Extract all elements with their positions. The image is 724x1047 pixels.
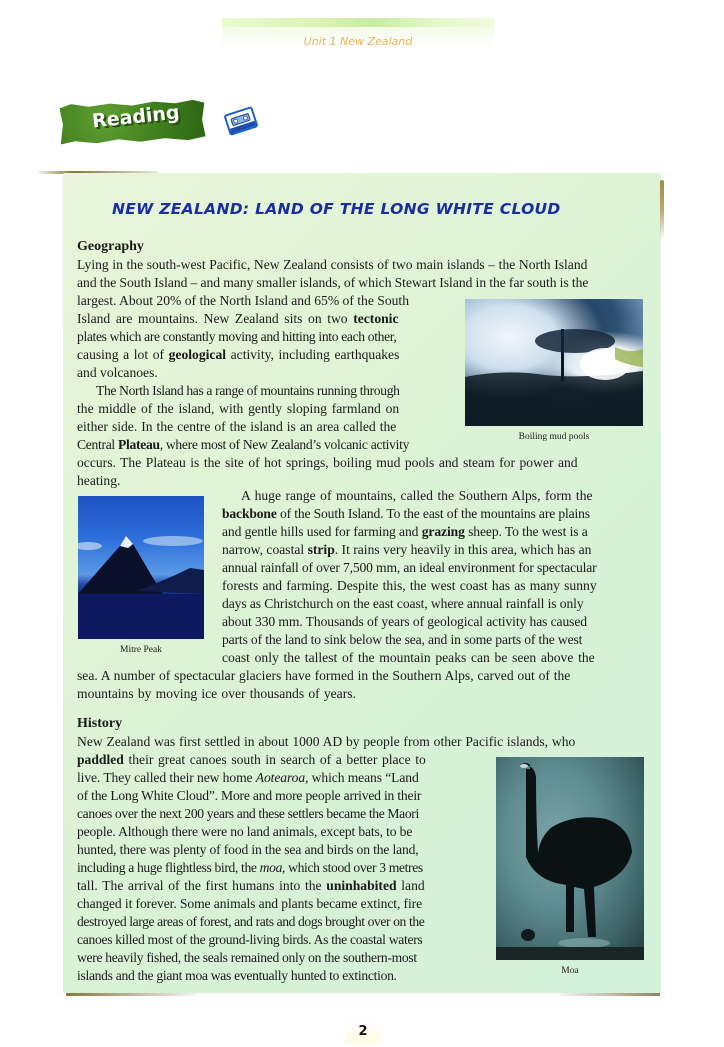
history-line: New Zealand was first settled in about 1000 AD by people from other Pacific islands, who xyxy=(77,734,576,749)
cassette-tape-icon[interactable] xyxy=(223,106,258,136)
history-text: , which means “Land xyxy=(305,770,419,785)
term-moa: moa xyxy=(259,860,283,875)
geo-line: largest. About 20% of the North Island and 65% of the South xyxy=(77,293,409,308)
alps-line: about 330 mm. Thousands of years of geological activity has caused xyxy=(222,614,587,629)
banner-stripe xyxy=(222,18,494,27)
panel-curl-bottom-right xyxy=(560,993,660,996)
geo-line: heating. xyxy=(77,473,121,488)
history-line: canoes killed most of the ground-living birds. As the coastal waters xyxy=(77,932,423,947)
section-badge-reading: Reading xyxy=(91,101,181,133)
geo-line xyxy=(77,347,399,363)
geo-line: and the South Island – and many smaller islands, of which Stewart Island in the far south is the xyxy=(77,275,589,290)
keyword-plateau: Plateau xyxy=(118,437,160,452)
keyword-grazing: grazing xyxy=(421,524,465,539)
keyword-backbone: backbone xyxy=(222,506,277,521)
alps-line: mountains by moving ice over thousands of years. xyxy=(77,686,356,701)
keyword-geological: geological xyxy=(168,347,227,362)
history-text: including a huge flightless bird, the xyxy=(77,860,260,875)
geo-line: plates which are constantly moving and hitting into each other, xyxy=(77,329,397,344)
mitre-peak-scene xyxy=(78,496,204,639)
keyword-tectonic: tectonic xyxy=(353,311,399,326)
geo-text: causing a lot of xyxy=(77,347,169,362)
history-line: of the Long White Cloud”. More and more people arrived in their xyxy=(77,788,422,803)
alps-text: sheep. To the west is a xyxy=(464,524,588,539)
alps-line: parts of the land to sink below the sea, and in some parts of the west xyxy=(222,632,583,647)
alps-line xyxy=(222,542,591,558)
geo-line: either side. In the centre of the island is an area called the xyxy=(77,419,397,434)
geo-text: , where most of New Zealand’s volcanic activity xyxy=(159,437,410,452)
panel-curl-bottom-left xyxy=(66,993,196,996)
alps-line: days as Christchurch on the east coast, where annual rainfall is only xyxy=(222,596,584,611)
history-line: destroyed large areas of forest, and rats and dogs brought over on the xyxy=(77,914,425,929)
history-text: live. They called their new home xyxy=(77,770,256,785)
alps-line: coast only the tallest of the mountain peaks can be seen above the xyxy=(222,650,595,665)
unit-banner xyxy=(222,18,494,48)
history-text: their great canoes south in search of a better place to xyxy=(123,752,426,767)
geography-heading: Geography xyxy=(77,239,144,254)
history-line: changed it forever. Some animals and plants became extinct, fire xyxy=(77,896,423,911)
geo-line: occurs. The Plateau is the site of hot springs, boiling mud pools and steam for power and xyxy=(77,455,578,470)
article-title: NEW ZEALAND: LAND OF THE LONG WHITE CLOUD xyxy=(112,200,561,218)
geo-line: The North Island has a range of mountains running through xyxy=(96,383,400,398)
alps-line: annual rainfall of over 7,500 mm, an ideal environment for spectacular xyxy=(222,560,597,575)
history-line: islands and the giant moa was eventually hunted to extinction. xyxy=(77,968,397,983)
moa-scene xyxy=(496,757,644,960)
history-text: land xyxy=(396,878,425,893)
history-line xyxy=(77,752,426,768)
geo-line: the middle of the island, with gently sloping farmland on xyxy=(77,401,400,416)
history-text: , which stood over 3 metres xyxy=(282,860,423,875)
alps-text: . It rains very heavily in this area, which has an xyxy=(334,542,592,557)
history-line xyxy=(77,860,423,876)
alps-text: narrow, coastal xyxy=(222,542,308,557)
geo-text: Island are mountains. New Zealand sits on two xyxy=(77,311,354,326)
geo-text: Central xyxy=(77,437,119,452)
page-number: 2 xyxy=(358,1024,368,1039)
alps-text: and gentle hills used for farming and xyxy=(222,524,422,539)
unit-title: Unit 1 New Zealand xyxy=(303,35,413,48)
alps-line: forests and farming. Despite this, the west coast has as many sunny xyxy=(222,578,597,593)
history-line xyxy=(77,878,425,894)
history-line: hunted, there was plenty of food in the sea and birds on the land, xyxy=(77,842,419,857)
keyword-paddled: paddled xyxy=(77,752,124,767)
caption-mitre-peak: Mitre Peak xyxy=(120,645,162,655)
geo-line: and volcanoes. xyxy=(77,365,158,380)
alps-line xyxy=(222,506,590,522)
keyword-strip: strip xyxy=(307,542,335,557)
geo-line xyxy=(77,437,409,453)
alps-line: sea. A number of spectacular glaciers have formed in the Southern Alps, carved out of the xyxy=(77,668,571,683)
caption-moa: Moa xyxy=(561,966,579,976)
history-heading: History xyxy=(77,716,123,731)
alps-text: of the South Island. To the east of the mountains are plains xyxy=(276,506,590,521)
caption-boiling-mud-pools: Boiling mud pools xyxy=(518,432,590,442)
term-aotearoa: Aotearoa xyxy=(255,770,306,785)
photo-moa xyxy=(496,757,644,960)
panel-curl-right xyxy=(660,180,664,240)
alps-line xyxy=(222,524,588,540)
geo-line xyxy=(77,311,399,327)
geo-text: activity, including earthquakes xyxy=(226,347,400,362)
photo-mitre-peak xyxy=(78,496,204,639)
history-line xyxy=(77,770,419,786)
photo-boiling-mud-pools xyxy=(465,299,643,426)
mud-pools-scene xyxy=(465,299,643,426)
keyword-uninhabited: uninhabited xyxy=(326,878,397,893)
history-text: tall. The arrival of the first humans into the xyxy=(77,878,327,893)
history-line: canoes over the next 200 years and these settlers became the Maori xyxy=(77,806,419,821)
alps-line: A huge range of mountains, called the Southern Alps, form the xyxy=(241,488,593,503)
history-line: people. Although there were no land animals, except bats, to be xyxy=(77,824,413,839)
history-line: were heavily fished, the seals remained only on the southern-most xyxy=(77,950,417,965)
geo-line: Lying in the south-west Pacific, New Zealand consists of two main islands – the North Island xyxy=(77,257,588,272)
